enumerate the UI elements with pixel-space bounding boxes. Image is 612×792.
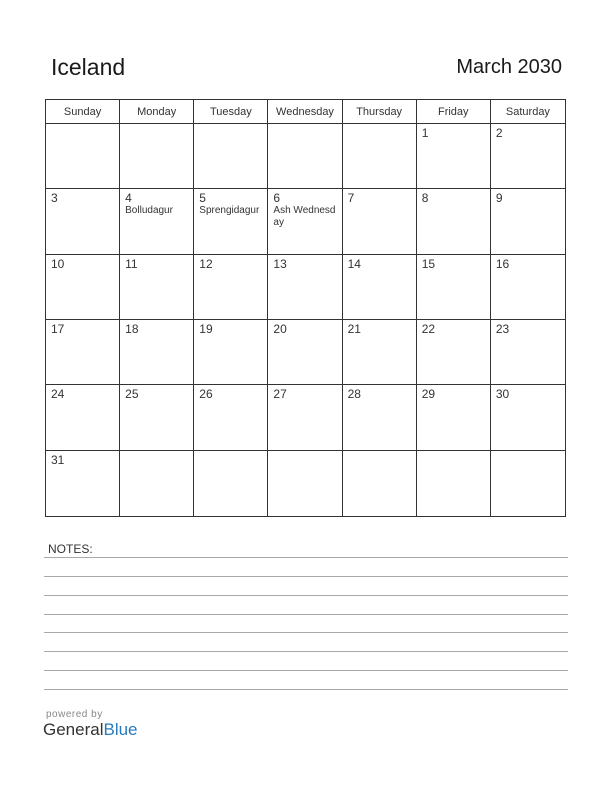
day-cell [417, 189, 491, 254]
day-cell [491, 320, 565, 385]
notes-label: NOTES: [48, 542, 93, 556]
day-cell [491, 385, 565, 450]
day-cell [343, 385, 417, 450]
brand-logo [43, 720, 138, 740]
day-number: 21 [347, 322, 361, 336]
day-cell [417, 385, 491, 450]
day-cell [46, 124, 120, 189]
day-cell [268, 385, 342, 450]
day-number: 23 [495, 322, 510, 336]
day-number: 7 [347, 191, 355, 206]
day-cell [343, 124, 417, 189]
day-cell [417, 255, 491, 320]
day-cell [120, 385, 194, 450]
day-number: 4 [125, 191, 132, 206]
day-number: 25 [125, 387, 139, 402]
weekday-header: Friday [417, 100, 491, 124]
note-line [44, 557, 568, 558]
weekday-header: Saturday [491, 100, 565, 124]
day-cell [194, 189, 268, 254]
day-number: 13 [273, 256, 287, 271]
day-cell [194, 451, 268, 516]
day-cell [268, 189, 342, 254]
month-title: March 2030 [456, 56, 562, 78]
day-number: 31 [51, 452, 65, 467]
day-cell [194, 320, 268, 385]
day-cell [120, 451, 194, 516]
day-number: 22 [421, 322, 436, 336]
note-line [44, 614, 568, 615]
day-cell [194, 385, 268, 450]
day-cell [194, 124, 268, 189]
day-cell [343, 255, 417, 320]
day-number: 12 [199, 256, 213, 271]
day-cell [343, 320, 417, 385]
day-number: 27 [273, 387, 287, 402]
day-cell [46, 451, 120, 516]
day-cell [46, 385, 120, 450]
note-line [44, 632, 568, 633]
calendar-grid [45, 99, 566, 517]
day-cell [268, 255, 342, 320]
day-cell [417, 451, 491, 516]
note-line [44, 576, 568, 577]
weekday-header: Monday [120, 100, 194, 124]
note-line [44, 595, 568, 596]
day-number: 17 [51, 322, 65, 336]
day-cell [417, 320, 491, 385]
day-cell [417, 124, 491, 189]
weekday-header: Thursday [343, 100, 417, 124]
day-cell [343, 189, 417, 254]
note-line [44, 651, 568, 652]
weekday-header: Wednesday [268, 100, 342, 124]
day-number: 24 [51, 387, 65, 402]
holiday-label: Bolludagur [125, 205, 173, 217]
day-number: 26 [199, 387, 213, 402]
country-title: Iceland [51, 54, 126, 80]
brand-general-text: General [43, 720, 104, 739]
day-number: 9 [495, 191, 503, 206]
day-cell [120, 189, 194, 254]
day-number: 1 [421, 126, 429, 140]
day-cell [268, 124, 342, 189]
day-number: 28 [347, 387, 361, 402]
day-cell [120, 124, 194, 189]
day-cell [46, 189, 120, 254]
day-number: 29 [421, 387, 436, 402]
day-number: 16 [495, 256, 510, 271]
day-number: 18 [125, 322, 139, 336]
day-cell [491, 255, 565, 320]
day-number: 11 [125, 256, 138, 271]
holiday-label: Ash Wednesday [273, 205, 336, 229]
weekday-header: Sunday [46, 100, 120, 124]
day-cell [194, 255, 268, 320]
day-number: 14 [347, 256, 361, 271]
day-number: 20 [273, 322, 287, 336]
note-line [44, 689, 568, 690]
day-number: 2 [495, 126, 503, 140]
brand-blue-text: Blue [103, 720, 138, 739]
day-cell [46, 255, 120, 320]
holiday-label: Sprengidagur [199, 205, 260, 217]
day-number: 5 [199, 191, 206, 206]
day-cell [120, 320, 194, 385]
day-number: 19 [199, 322, 213, 336]
day-number: 10 [51, 256, 65, 271]
day-number: 8 [421, 191, 429, 206]
day-cell [343, 451, 417, 516]
day-number: 30 [495, 387, 510, 402]
note-line [44, 670, 568, 671]
day-number: 3 [51, 191, 58, 206]
day-cell [491, 451, 565, 516]
day-cell [268, 451, 342, 516]
day-number: 6 [273, 191, 281, 206]
day-cell [491, 189, 565, 254]
day-number: 15 [421, 256, 436, 271]
day-cell [491, 124, 565, 189]
day-cell [268, 320, 342, 385]
day-cell [46, 320, 120, 385]
powered-by-text: powered by [46, 709, 103, 720]
day-cell [120, 255, 194, 320]
weekday-header: Tuesday [194, 100, 268, 124]
